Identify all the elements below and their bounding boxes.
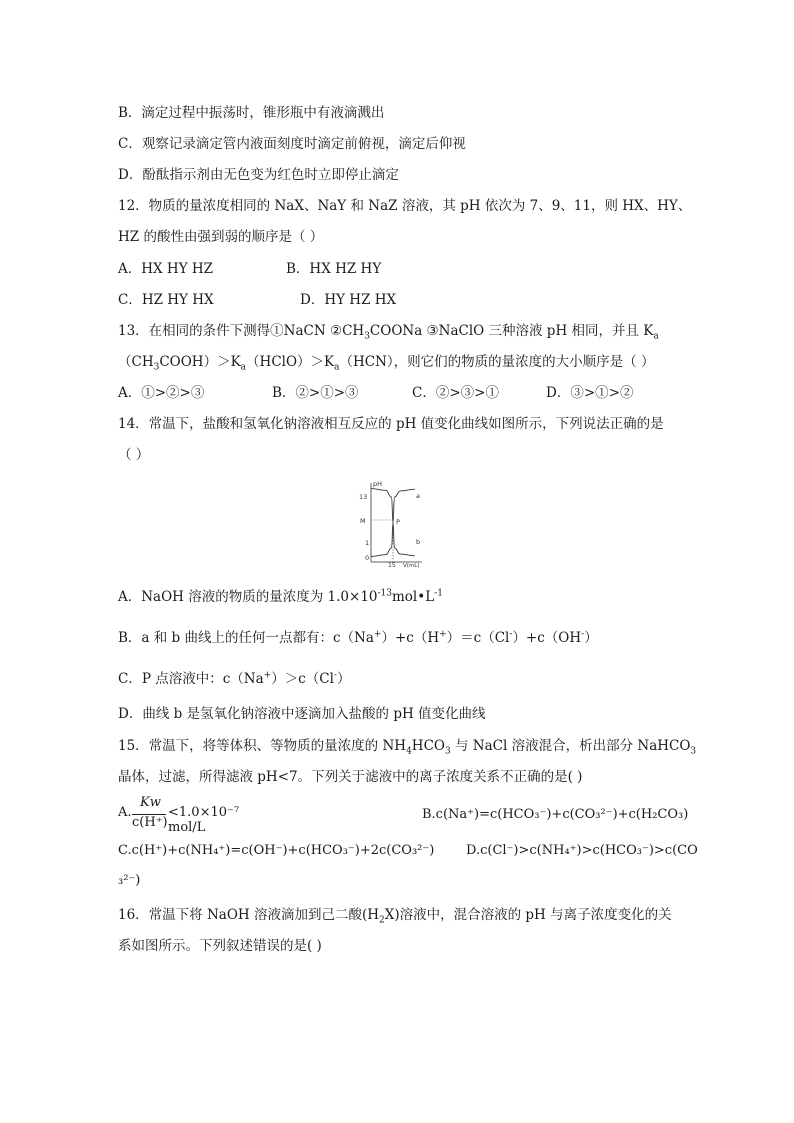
q14-option-a: A．NaOH 溶液的物质的量浓度为 $1.0\times 10^{-13}mol•L^{-1}$ [118,588,443,605]
y-axis-label: pH [373,480,383,488]
y-tick-m: M [360,517,366,525]
q11-option-b: B．滴定过程中振荡时，锥形瓶中有液滴溅出 [118,105,385,121]
q15-stem-line2: 晶体，过滤，所得滤液 pH<7。下列关于滤液中的离子浓度关系不正确的是( ) [118,769,583,785]
q12-option-d: D．HY HZ HX [300,292,397,308]
q16-stem-line2: 系如图所示。下列叙述错误的是( ) [118,938,322,954]
titration-chart [354,478,424,568]
x-axis-label: V(mL) [403,563,420,568]
q15-option-a-label: A. [118,805,132,820]
point-label-p: P [396,518,400,526]
q14-option-b: B．a 和 b 曲线上的任何一点都有：c（Na+）+c（H+）＝c（Cl-）+c（OH-） [118,629,598,646]
q15-option-a-denominator: c(H⁺) [132,815,168,830]
q15-option-d-cont: ₃²⁻) [118,873,141,888]
q12-option-a: A．HX HY HZ [118,261,214,277]
x-tick-15: 15 [388,562,396,568]
q16-stem-line1: 16．常温下将 NaOH 溶液滴加到己二酸$(H_2X)$溶液中，混合溶液的 pH 与离子浓度变化的关 [118,907,672,926]
q12-option-b: B．HX HZ HY [286,261,382,277]
q12-stem-line1: 12．物质的量浓度相同的 NaX、NaY 和 NaZ 溶液，其 pH 依次为 7、9、11，则 HX、HY、 [118,198,692,214]
q13-option-c: C．②>③>① [412,385,499,401]
q15-option-a-rest: <1.0×10⁻⁷ mol/L [168,805,240,835]
q15-option-c: C.c(H⁺)+c(NH₄⁺)=c(OH⁻)+c(HCO₃⁻)+2c(CO₃²⁻) [118,843,435,858]
q15-option-d: D.c(Cl⁻)>c(NH₄⁺)>c(HCO₃⁻)>c(CO [466,843,698,858]
q14-option-d: D．曲线 b 是氢氧化钠溶液中逐滴加入盐酸的 pH 值变化曲线 [118,706,486,722]
series-line-b [371,489,415,556]
q11-option-d: D．酚酞指示剂由无色变为红色时立即停止滴定 [118,167,399,183]
q14-stem-line1: 14．常温下，盐酸和氢氧化钠溶液相互反应的 pH 值变化曲线如图所示，下列说法正确的是 [118,416,664,432]
q12-option-c: C．HZ HY HX [118,292,214,308]
q11-option-c: C．观察记录滴定管内液面刻度时滴定前俯视，滴定后仰视 [118,136,466,152]
q13-stem-line1: 13．在相同的条件下测得①NaCN $②CH_3COONa$ ③NaClO 三种溶液 pH 相同，并且 $K_a$ [118,323,659,342]
q12-stem-line2: HZ 的酸性由强到弱的顺序是（ ） [118,229,324,245]
q14-stem-line2: （ ） [118,447,150,463]
q13-option-b: B．②>①>③ [272,385,359,401]
q13-stem-line2: $(CH_3COOH)>K_a(HClO)>K_a(HCN)$，则它们的物质的量浓度的大小顺序是（ ） [118,354,655,373]
q14-option-c: C．P 点溶液中：c（Na+）＞c（Cl-） [118,670,351,687]
y-tick-13: 13 [359,493,368,501]
q13-option-a: A．①>②>③ [118,385,205,401]
y-tick-0: 0 [365,554,370,562]
q13-option-d: D．③>①>② [546,385,634,401]
q15-option-b: B.c(Na⁺)=c(HCO₃⁻)+c(CO₃²⁻)+c(H₂CO₃) [422,807,689,822]
series-label-b: b [416,538,421,546]
q15-option-a [118,795,278,835]
y-tick-1: 1 [365,539,370,547]
q15-option-a-numerator: Kw [140,795,161,810]
series-label-a: a [416,492,420,500]
q15-stem-line1: 15．常温下，将等体积、等物质的量浓度的 $NH_4HCO_3$ 与 NaCl 溶液混合，析出部分 NaHCO$_3$ [118,738,697,757]
